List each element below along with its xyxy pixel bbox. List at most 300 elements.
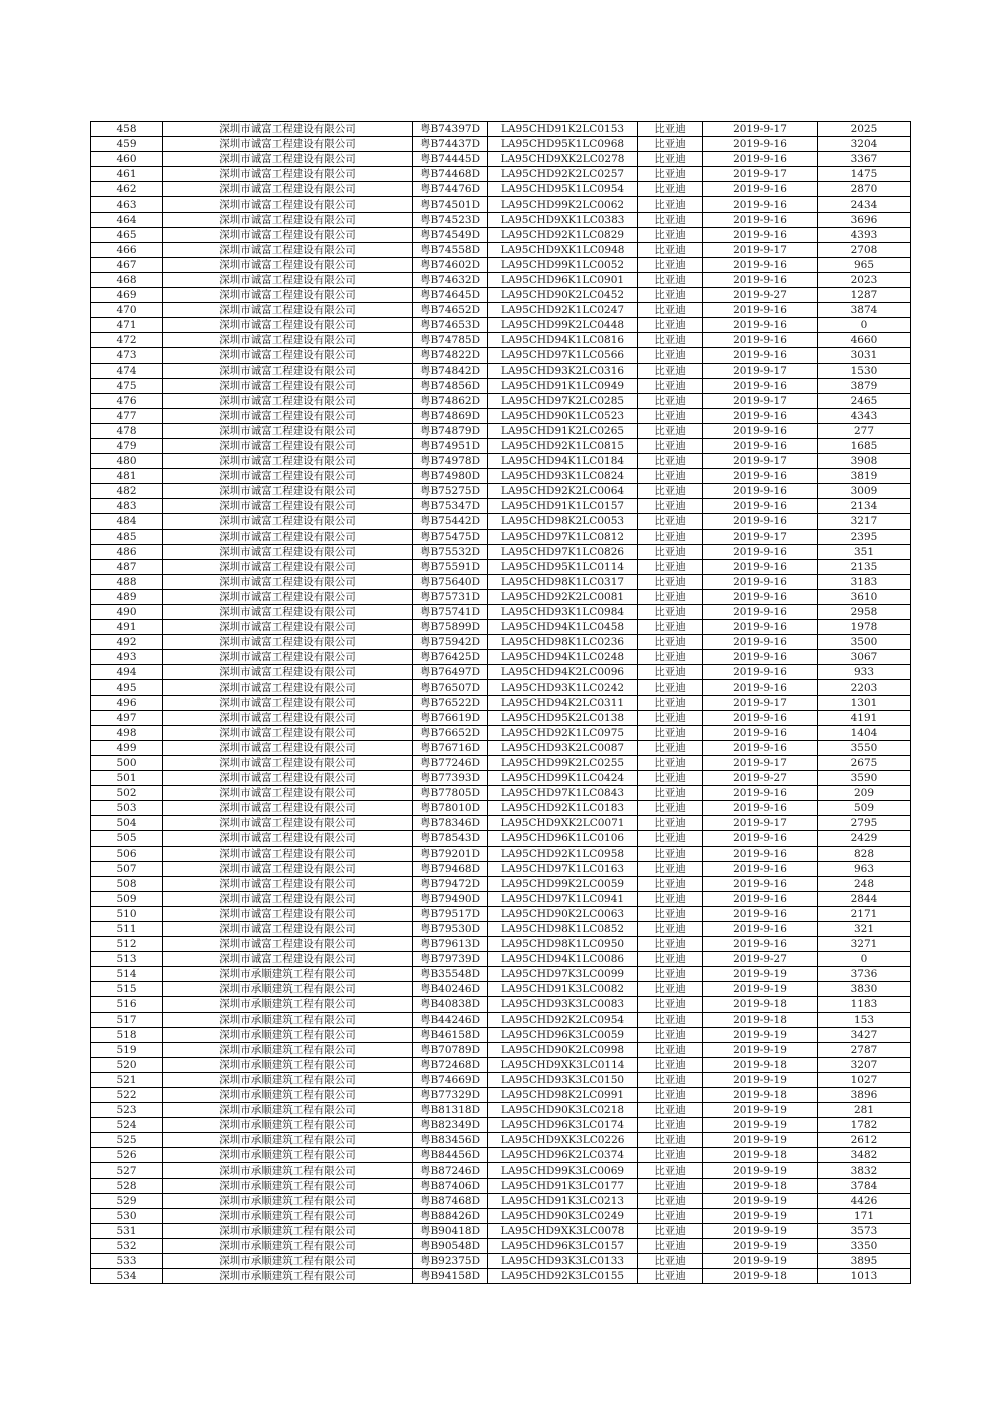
brand-cell: 比亚迪 <box>638 876 703 891</box>
value-cell: 351 <box>818 544 911 559</box>
table-row <box>91 755 911 770</box>
value-cell: 1301 <box>818 695 911 710</box>
plate-number-cell: 粤B74602D <box>413 257 488 272</box>
date-cell: 2019-9-16 <box>703 740 818 755</box>
date-cell: 2019-9-16 <box>703 937 818 952</box>
vin-cell: LA95CHD99K2LC0448 <box>488 318 638 333</box>
brand-cell: 比亚迪 <box>638 122 703 137</box>
row-number-cell: 481 <box>91 469 163 484</box>
row-number-cell: 510 <box>91 906 163 921</box>
date-cell: 2019-9-16 <box>703 227 818 242</box>
company-name-cell: 深圳市诚富工程建设有限公司 <box>163 227 413 242</box>
plate-number-cell: 粤B75731D <box>413 589 488 604</box>
vin-cell: LA95CHD90K1LC0523 <box>488 408 638 423</box>
date-cell: 2019-9-16 <box>703 876 818 891</box>
table-row <box>91 544 911 559</box>
table-row <box>91 348 911 363</box>
company-name-cell: 深圳市承顺建筑工程有限公司 <box>163 1148 413 1163</box>
table-row <box>91 861 911 876</box>
date-cell: 2019-9-16 <box>703 408 818 423</box>
plate-number-cell: 粤B74653D <box>413 318 488 333</box>
company-name-cell: 深圳市承顺建筑工程有限公司 <box>163 1163 413 1178</box>
date-cell: 2019-9-16 <box>703 921 818 936</box>
row-number-cell: 482 <box>91 484 163 499</box>
value-cell: 248 <box>818 876 911 891</box>
plate-number-cell: 粤B74397D <box>413 122 488 137</box>
company-name-cell: 深圳市承顺建筑工程有限公司 <box>163 982 413 997</box>
brand-cell: 比亚迪 <box>638 574 703 589</box>
date-cell: 2019-9-19 <box>703 1254 818 1269</box>
row-number-cell: 472 <box>91 333 163 348</box>
row-number-cell: 471 <box>91 318 163 333</box>
brand-cell: 比亚迪 <box>638 438 703 453</box>
table-row <box>91 982 911 997</box>
brand-cell: 比亚迪 <box>638 1103 703 1118</box>
value-cell: 3217 <box>818 514 911 529</box>
brand-cell: 比亚迪 <box>638 1163 703 1178</box>
table-row <box>91 891 911 906</box>
date-cell: 2019-9-18 <box>703 1269 818 1284</box>
brand-cell: 比亚迪 <box>638 831 703 846</box>
plate-number-cell: 粤B78346D <box>413 816 488 831</box>
value-cell: 3482 <box>818 1148 911 1163</box>
row-number-cell: 490 <box>91 605 163 620</box>
company-name-cell: 深圳市承顺建筑工程有限公司 <box>163 1254 413 1269</box>
value-cell: 3067 <box>818 650 911 665</box>
date-cell: 2019-9-19 <box>703 967 818 982</box>
table-row <box>91 288 911 303</box>
vin-cell: LA95CHD98K1LC0852 <box>488 921 638 936</box>
table-row <box>91 937 911 952</box>
brand-cell: 比亚迪 <box>638 1254 703 1269</box>
value-cell: 2708 <box>818 242 911 257</box>
date-cell: 2019-9-16 <box>703 906 818 921</box>
value-cell: 0 <box>818 318 911 333</box>
plate-number-cell: 粤B74501D <box>413 197 488 212</box>
row-number-cell: 530 <box>91 1208 163 1223</box>
company-name-cell: 深圳市诚富工程建设有限公司 <box>163 408 413 423</box>
date-cell: 2019-9-19 <box>703 1193 818 1208</box>
company-name-cell: 深圳市诚富工程建设有限公司 <box>163 937 413 952</box>
plate-number-cell: 粤B75591D <box>413 559 488 574</box>
vin-cell: LA95CHD97K1LC0812 <box>488 529 638 544</box>
company-name-cell: 深圳市诚富工程建设有限公司 <box>163 831 413 846</box>
table-row <box>91 710 911 725</box>
company-name-cell: 深圳市承顺建筑工程有限公司 <box>163 1012 413 1027</box>
table-row <box>91 1238 911 1253</box>
plate-number-cell: 粤B75640D <box>413 574 488 589</box>
brand-cell: 比亚迪 <box>638 318 703 333</box>
vin-cell: LA95CHD92K1LC0183 <box>488 801 638 816</box>
company-name-cell: 深圳市诚富工程建设有限公司 <box>163 197 413 212</box>
value-cell: 2135 <box>818 559 911 574</box>
value-cell: 1183 <box>818 997 911 1012</box>
table-row <box>91 952 911 967</box>
plate-number-cell: 粤B74523D <box>413 212 488 227</box>
vin-cell: LA95CHD90K2LC0063 <box>488 906 638 921</box>
row-number-cell: 521 <box>91 1072 163 1087</box>
date-cell: 2019-9-16 <box>703 499 818 514</box>
brand-cell: 比亚迪 <box>638 1223 703 1238</box>
brand-cell: 比亚迪 <box>638 514 703 529</box>
table-row <box>91 559 911 574</box>
table-row <box>91 1027 911 1042</box>
company-name-cell: 深圳市承顺建筑工程有限公司 <box>163 1118 413 1133</box>
date-cell: 2019-9-16 <box>703 514 818 529</box>
table-row <box>91 1072 911 1087</box>
plate-number-cell: 粤B87406D <box>413 1178 488 1193</box>
row-number-cell: 493 <box>91 650 163 665</box>
row-number-cell: 459 <box>91 137 163 152</box>
plate-number-cell: 粤B79517D <box>413 906 488 921</box>
table-row <box>91 182 911 197</box>
plate-number-cell: 粤B79613D <box>413 937 488 952</box>
plate-number-cell: 粤B78543D <box>413 831 488 846</box>
table-row <box>91 137 911 152</box>
vin-cell: LA95CHD97K1LC0941 <box>488 891 638 906</box>
company-name-cell: 深圳市诚富工程建设有限公司 <box>163 499 413 514</box>
brand-cell: 比亚迪 <box>638 589 703 604</box>
row-number-cell: 487 <box>91 559 163 574</box>
row-number-cell: 518 <box>91 1027 163 1042</box>
plate-number-cell: 粤B76522D <box>413 695 488 710</box>
brand-cell: 比亚迪 <box>638 1193 703 1208</box>
value-cell: 1013 <box>818 1269 911 1284</box>
date-cell: 2019-9-17 <box>703 454 818 469</box>
plate-number-cell: 粤B87246D <box>413 1163 488 1178</box>
date-cell: 2019-9-16 <box>703 333 818 348</box>
vin-cell: LA95CHD92K1LC0815 <box>488 438 638 453</box>
value-cell: 2134 <box>818 499 911 514</box>
company-name-cell: 深圳市诚富工程建设有限公司 <box>163 272 413 287</box>
plate-number-cell: 粤B76507D <box>413 680 488 695</box>
brand-cell: 比亚迪 <box>638 967 703 982</box>
date-cell: 2019-9-16 <box>703 137 818 152</box>
plate-number-cell: 粤B75275D <box>413 484 488 499</box>
value-cell: 3367 <box>818 152 911 167</box>
value-cell: 3895 <box>818 1254 911 1269</box>
value-cell: 3696 <box>818 212 911 227</box>
date-cell: 2019-9-16 <box>703 257 818 272</box>
brand-cell: 比亚迪 <box>638 771 703 786</box>
date-cell: 2019-9-19 <box>703 1027 818 1042</box>
date-cell: 2019-9-19 <box>703 1103 818 1118</box>
brand-cell: 比亚迪 <box>638 1118 703 1133</box>
brand-cell: 比亚迪 <box>638 801 703 816</box>
table-row <box>91 620 911 635</box>
vin-cell: LA95CHD96K1LC0106 <box>488 831 638 846</box>
date-cell: 2019-9-17 <box>703 242 818 257</box>
table-row <box>91 469 911 484</box>
value-cell: 281 <box>818 1103 911 1118</box>
brand-cell: 比亚迪 <box>638 212 703 227</box>
vin-cell: LA95CHD94K1LC0248 <box>488 650 638 665</box>
plate-number-cell: 粤B87468D <box>413 1193 488 1208</box>
company-name-cell: 深圳市诚富工程建设有限公司 <box>163 544 413 559</box>
row-number-cell: 527 <box>91 1163 163 1178</box>
brand-cell: 比亚迪 <box>638 906 703 921</box>
vin-cell: LA95CHD91K2LC0153 <box>488 122 638 137</box>
date-cell: 2019-9-16 <box>703 378 818 393</box>
vin-cell: LA95CHD91K2LC0265 <box>488 423 638 438</box>
vehicle-records-table <box>90 121 911 1284</box>
value-cell: 1404 <box>818 725 911 740</box>
table-row <box>91 197 911 212</box>
company-name-cell: 深圳市诚富工程建设有限公司 <box>163 333 413 348</box>
brand-cell: 比亚迪 <box>638 1238 703 1253</box>
table-row <box>91 921 911 936</box>
brand-cell: 比亚迪 <box>638 544 703 559</box>
row-number-cell: 528 <box>91 1178 163 1193</box>
brand-cell: 比亚迪 <box>638 861 703 876</box>
company-name-cell: 深圳市承顺建筑工程有限公司 <box>163 1178 413 1193</box>
value-cell: 3610 <box>818 589 911 604</box>
date-cell: 2019-9-16 <box>703 861 818 876</box>
row-number-cell: 463 <box>91 197 163 212</box>
table-row <box>91 997 911 1012</box>
value-cell: 153 <box>818 1012 911 1027</box>
value-cell: 2870 <box>818 182 911 197</box>
row-number-cell: 466 <box>91 242 163 257</box>
table-row <box>91 635 911 650</box>
date-cell: 2019-9-16 <box>703 725 818 740</box>
vin-cell: LA95CHD95K1LC0954 <box>488 182 638 197</box>
value-cell: 277 <box>818 423 911 438</box>
vin-cell: LA95CHD98K1LC0317 <box>488 574 638 589</box>
vin-cell: LA95CHD98K2LC0053 <box>488 514 638 529</box>
brand-cell: 比亚迪 <box>638 982 703 997</box>
vin-cell: LA95CHD92K1LC0247 <box>488 303 638 318</box>
date-cell: 2019-9-16 <box>703 605 818 620</box>
table-row <box>91 393 911 408</box>
plate-number-cell: 粤B75942D <box>413 635 488 650</box>
vin-cell: LA95CHD95K1LC0968 <box>488 137 638 152</box>
value-cell: 171 <box>818 1208 911 1223</box>
brand-cell: 比亚迪 <box>638 378 703 393</box>
brand-cell: 比亚迪 <box>638 1208 703 1223</box>
plate-number-cell: 粤B92375D <box>413 1254 488 1269</box>
date-cell: 2019-9-16 <box>703 469 818 484</box>
date-cell: 2019-9-17 <box>703 816 818 831</box>
row-number-cell: 475 <box>91 378 163 393</box>
row-number-cell: 512 <box>91 937 163 952</box>
table-row <box>91 438 911 453</box>
plate-number-cell: 粤B74951D <box>413 438 488 453</box>
plate-number-cell: 粤B75899D <box>413 620 488 635</box>
value-cell: 0 <box>818 952 911 967</box>
vin-cell: LA95CHD95K2LC0138 <box>488 710 638 725</box>
table-row <box>91 212 911 227</box>
date-cell: 2019-9-18 <box>703 1057 818 1072</box>
row-number-cell: 494 <box>91 665 163 680</box>
row-number-cell: 523 <box>91 1103 163 1118</box>
vin-cell: LA95CHD97K1LC0566 <box>488 348 638 363</box>
company-name-cell: 深圳市承顺建筑工程有限公司 <box>163 1238 413 1253</box>
brand-cell: 比亚迪 <box>638 167 703 182</box>
date-cell: 2019-9-18 <box>703 1012 818 1027</box>
table-row <box>91 695 911 710</box>
plate-number-cell: 粤B75741D <box>413 605 488 620</box>
row-number-cell: 534 <box>91 1269 163 1284</box>
brand-cell: 比亚迪 <box>638 665 703 680</box>
row-number-cell: 492 <box>91 635 163 650</box>
row-number-cell: 489 <box>91 589 163 604</box>
brand-cell: 比亚迪 <box>638 952 703 967</box>
vin-cell: LA95CHD9XK3LC0114 <box>488 1057 638 1072</box>
brand-cell: 比亚迪 <box>638 288 703 303</box>
table-row <box>91 423 911 438</box>
row-number-cell: 458 <box>91 122 163 137</box>
row-number-cell: 462 <box>91 182 163 197</box>
plate-number-cell: 粤B44246D <box>413 1012 488 1027</box>
table-row <box>91 1208 911 1223</box>
company-name-cell: 深圳市诚富工程建设有限公司 <box>163 921 413 936</box>
table-row <box>91 801 911 816</box>
company-name-cell: 深圳市诚富工程建设有限公司 <box>163 122 413 137</box>
plate-number-cell: 粤B74652D <box>413 303 488 318</box>
table-row <box>91 408 911 423</box>
brand-cell: 比亚迪 <box>638 257 703 272</box>
value-cell: 3736 <box>818 967 911 982</box>
plate-number-cell: 粤B77246D <box>413 755 488 770</box>
row-number-cell: 513 <box>91 952 163 967</box>
plate-number-cell: 粤B74978D <box>413 454 488 469</box>
value-cell: 3573 <box>818 1223 911 1238</box>
plate-number-cell: 粤B90418D <box>413 1223 488 1238</box>
row-number-cell: 517 <box>91 1012 163 1027</box>
plate-number-cell: 粤B79468D <box>413 861 488 876</box>
table-row <box>91 605 911 620</box>
plate-number-cell: 粤B81318D <box>413 1103 488 1118</box>
date-cell: 2019-9-16 <box>703 348 818 363</box>
row-number-cell: 515 <box>91 982 163 997</box>
value-cell: 3819 <box>818 469 911 484</box>
table-row <box>91 650 911 665</box>
vin-cell: LA95CHD94K1LC0458 <box>488 620 638 635</box>
plate-number-cell: 粤B74869D <box>413 408 488 423</box>
date-cell: 2019-9-19 <box>703 1223 818 1238</box>
table-row <box>91 484 911 499</box>
brand-cell: 比亚迪 <box>638 469 703 484</box>
vin-cell: LA95CHD9XK2LC0071 <box>488 816 638 831</box>
date-cell: 2019-9-18 <box>703 1088 818 1103</box>
vin-cell: LA95CHD98K2LC0991 <box>488 1088 638 1103</box>
date-cell: 2019-9-19 <box>703 1072 818 1087</box>
table-row <box>91 1163 911 1178</box>
row-number-cell: 470 <box>91 303 163 318</box>
vin-cell: LA95CHD96K3LC0157 <box>488 1238 638 1253</box>
value-cell: 1782 <box>818 1118 911 1133</box>
table-row <box>91 846 911 861</box>
date-cell: 2019-9-16 <box>703 152 818 167</box>
brand-cell: 比亚迪 <box>638 937 703 952</box>
plate-number-cell: 粤B74445D <box>413 152 488 167</box>
company-name-cell: 深圳市诚富工程建设有限公司 <box>163 152 413 167</box>
row-number-cell: 526 <box>91 1148 163 1163</box>
row-number-cell: 478 <box>91 423 163 438</box>
value-cell: 2203 <box>818 680 911 695</box>
plate-number-cell: 粤B75347D <box>413 499 488 514</box>
vin-cell: LA95CHD91K3LC0082 <box>488 982 638 997</box>
vin-cell: LA95CHD93K1LC0824 <box>488 469 638 484</box>
date-cell: 2019-9-16 <box>703 589 818 604</box>
table-row <box>91 272 911 287</box>
vin-cell: LA95CHD93K3LC0133 <box>488 1254 638 1269</box>
brand-cell: 比亚迪 <box>638 1057 703 1072</box>
row-number-cell: 524 <box>91 1118 163 1133</box>
row-number-cell: 469 <box>91 288 163 303</box>
row-number-cell: 484 <box>91 514 163 529</box>
date-cell: 2019-9-16 <box>703 182 818 197</box>
brand-cell: 比亚迪 <box>638 303 703 318</box>
brand-cell: 比亚迪 <box>638 680 703 695</box>
table-row <box>91 1223 911 1238</box>
value-cell: 4660 <box>818 333 911 348</box>
row-number-cell: 509 <box>91 891 163 906</box>
value-cell: 2395 <box>818 529 911 544</box>
brand-cell: 比亚迪 <box>638 559 703 574</box>
brand-cell: 比亚迪 <box>638 1148 703 1163</box>
plate-number-cell: 粤B88426D <box>413 1208 488 1223</box>
vin-cell: LA95CHD93K2LC0087 <box>488 740 638 755</box>
company-name-cell: 深圳市诚富工程建设有限公司 <box>163 242 413 257</box>
plate-number-cell: 粤B79530D <box>413 921 488 936</box>
vin-cell: LA95CHD97K3LC0099 <box>488 967 638 982</box>
vin-cell: LA95CHD9XK3LC0226 <box>488 1133 638 1148</box>
company-name-cell: 深圳市诚富工程建设有限公司 <box>163 816 413 831</box>
table-row <box>91 454 911 469</box>
brand-cell: 比亚迪 <box>638 529 703 544</box>
plate-number-cell: 粤B74468D <box>413 167 488 182</box>
vin-cell: LA95CHD92K1LC0829 <box>488 227 638 242</box>
plate-number-cell: 粤B74856D <box>413 378 488 393</box>
company-name-cell: 深圳市诚富工程建设有限公司 <box>163 846 413 861</box>
brand-cell: 比亚迪 <box>638 1088 703 1103</box>
company-name-cell: 深圳市诚富工程建设有限公司 <box>163 454 413 469</box>
brand-cell: 比亚迪 <box>638 242 703 257</box>
brand-cell: 比亚迪 <box>638 182 703 197</box>
value-cell: 3009 <box>818 484 911 499</box>
value-cell: 3207 <box>818 1057 911 1072</box>
date-cell: 2019-9-19 <box>703 1238 818 1253</box>
plate-number-cell: 粤B74632D <box>413 272 488 287</box>
date-cell: 2019-9-16 <box>703 197 818 212</box>
vin-cell: LA95CHD92K2LC0257 <box>488 167 638 182</box>
table-row <box>91 499 911 514</box>
vin-cell: LA95CHD91K3LC0213 <box>488 1193 638 1208</box>
value-cell: 4191 <box>818 710 911 725</box>
table-row <box>91 378 911 393</box>
row-number-cell: 516 <box>91 997 163 1012</box>
value-cell: 2434 <box>818 197 911 212</box>
row-number-cell: 468 <box>91 272 163 287</box>
company-name-cell: 深圳市诚富工程建设有限公司 <box>163 514 413 529</box>
brand-cell: 比亚迪 <box>638 197 703 212</box>
table-row <box>91 740 911 755</box>
date-cell: 2019-9-17 <box>703 167 818 182</box>
vin-cell: LA95CHD96K3LC0174 <box>488 1118 638 1133</box>
brand-cell: 比亚迪 <box>638 650 703 665</box>
table-row <box>91 1133 911 1148</box>
brand-cell: 比亚迪 <box>638 1012 703 1027</box>
company-name-cell: 深圳市诚富工程建设有限公司 <box>163 589 413 604</box>
row-number-cell: 465 <box>91 227 163 242</box>
plate-number-cell: 粤B77329D <box>413 1088 488 1103</box>
vin-cell: LA95CHD91K3LC0177 <box>488 1178 638 1193</box>
company-name-cell: 深圳市承顺建筑工程有限公司 <box>163 1223 413 1238</box>
table-row <box>91 167 911 182</box>
company-name-cell: 深圳市诚富工程建设有限公司 <box>163 469 413 484</box>
